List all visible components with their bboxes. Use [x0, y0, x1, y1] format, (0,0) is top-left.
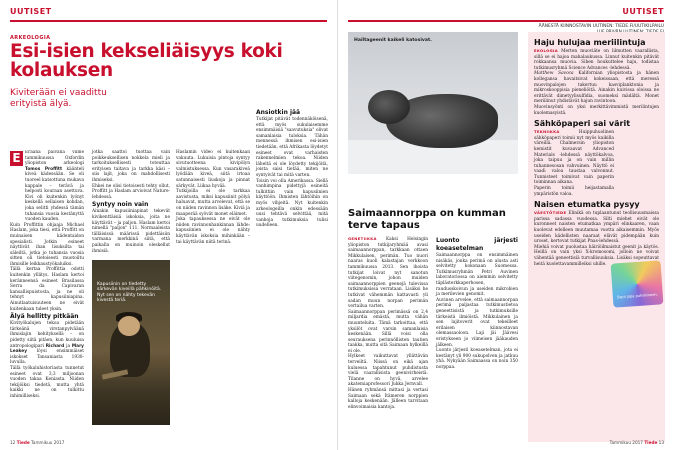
col4-text2: Toisin voi olla Amerikassa. Siellä vanhimpina pidettyjä esineitä tulkittiin vain kapusiinien käyttöön. Ihmisten lähtöihin on myös vihjeitä. Nyt kuitenkin arkeologeilla onkin edessään uusi tehtävä selvittää, mitä vanhoja tutkimuksia tulisi uudelleen. — [256, 178, 328, 229]
article-headline: Esi-isien kekseliäisyys koki kolauksen — [10, 41, 283, 81]
sidebar-tag-2: TEKNIIKKA — [534, 129, 560, 135]
col3-text2: Tutkijoilla ei ole tarkkaa aavistusta, miksi kapusiinit pölyä haluavat, mutta arvelevat, että se on niiden ravinnon lisäke. Kiviä ja maaperää syövät monet eläimet. — [176, 189, 250, 217]
story-col1: Kaksi Helsingin yliopiston tutkijaryhmää avasi saimaannorppan, tarkkaan ottaen Mikkulaisen, perimän. Tuo nuori naaras kuoli kalastajan verkkoon tammikuussa 2013. Sen ihoista tutkijat loivat nyt sanotun viitegenomin, johon muiden saimaannorppien geenejä tulevissa tutkimuksissa verrataan. Lisäksi he tutkivat vähemmän kattavasti yli sadan muun norpan perimän vertailua varten. — [348, 237, 428, 310]
top-rule — [10, 20, 327, 22]
col1-text3: Tällä kertaa Proffittia odotti kuitenkin yllätys. Haslam kertoi keränneensä esineet Brasilassa Serra da Capivaran kansallispuistosta, ja ne oli tehnyt kapusiiniapina. Ainutlaatuisuuteen ne eivät kuitenkaan tuleet yksin. — [10, 267, 84, 312]
right-page — [337, 0, 674, 450]
subhead-1: Älyä hellitty pitkään — [10, 313, 79, 321]
col1-text2: Kuin Proffittin ohjaaja Michael Haslam, joka tiesi, että Proffitt on muinaisen kädentaidon spesialisti. Jotkin esineet näyttivät ihan lisuksilta tai säleiltä, jotka jo tuhansia vuosia sitten oli tietoisesti muotoiltu ihmisille leikkaustyökaluiksi. — [10, 222, 84, 267]
col4-text: Tutkijat pitävät todennäköisenä, että myös sukulaisemme ensimmäisiä "saavutuksia" olivat samanlaisia tuloksia. Tähän mennessä ihmisen esi-isien tiedetään, että Afrikasta löydetyt esineet ovat varhaisten rakennelmien tekoa. Niiden läheltä ei ole löydetty tekijöitä, joista saisi tietää, miten ne syntyivät tai mitä varten. — [256, 117, 328, 178]
vote-link[interactable]: ÄÄNESTÄ KIINNOSTAVIN UUTINEN: TIEDE.FI/UUTIKILPAILU — [538, 24, 664, 29]
col1-text6: Tällä työkaluhistoriasta tunnetut esineet ovat 3,3 miljoonan vuoden takaa Keniasta. Niiden tekijöiksi tiedetä, mutta yhtä kaikki ne on tulkittu inhimilliseksi. — [10, 365, 84, 399]
story-tag: GENETIIKKA — [348, 236, 377, 241]
column-2 — [92, 150, 170, 254]
epaper-photo — [611, 260, 664, 307]
sidebar-text-3: Elinikä on tuplaantunut teollisuusmaissa parissa sadassa vuodessa. Silti miehet eivät ole kuronneet naisten etumatkaa ympäri elinkaaren, vaan kuolevat edelleen muutamaa vuotta aikaisemmin. Myös useiden kädellisten naaraat elävät pidempään kuin uroset, kertovat tutkijat Pnas-lehdessä. — [534, 211, 659, 245]
sidebar-text-1b: Kalifornian yliopistosta ja hänen kollegansa havaitsivat kokeissaan, että meressä muovinpalojen takertuu kasviplanktonia ja mikroskooppisia pieneliöitä. Ainakin kuivissa oloissa ne erittävät dimetyylisulfidia, suomeksi mädältä. Monet meriilinut yhdistävät hajun ravintoon. — [534, 71, 659, 105]
column-3 — [176, 150, 250, 245]
photo-caption: Kapusiinin on tiedetty särkevän kiveillä pähkinöitä. Nyt sen on nähty tekevän kivestä teriä. — [97, 282, 162, 304]
footer-brand: Tiede — [16, 440, 30, 445]
story-col1d: Hänen ryhmänsä mittasi ja vertasi Saimaan sekä Itämeren norppien kalloja keskenään. Jälleen tarvitaan elinvoimaisia kantoja. — [348, 388, 428, 410]
monkey-face-shape — [118, 316, 140, 336]
footer-issue: Tammikuu 2017 — [609, 440, 643, 445]
subhead-2: Syntyy noin vain — [92, 201, 149, 209]
sidebar-headline-3: Naisen etumatka pysyy — [534, 200, 640, 210]
column-4 — [256, 108, 328, 229]
col1-and: ja — [66, 343, 71, 349]
sidebar-text-3b: Miehiä voivat puolustaa häiriöilmaistut geenit ja käytös. Heillä on vain yksi X-kromosomi, jolloin ne voivat vähentää geneettisiä turvallisuuksia. Lisäksi sopeuttavat heitä kuolettavammilleiksi uhille. — [534, 244, 659, 267]
stone-tool-shape — [102, 369, 128, 379]
footer-brand: Tiede — [644, 440, 658, 445]
page-number: 12 — [10, 440, 16, 445]
story-subhead: Luonto järjesti koeasetelman — [436, 237, 518, 252]
subhead-3: Ansiotkin jää — [256, 109, 301, 116]
seal-photo — [348, 32, 518, 174]
section-label: UUTISET — [10, 7, 52, 16]
footer-issue: Tammikuu 2017 — [31, 440, 65, 445]
seal-caption: Hailtageenit kaikeli katosivat. — [354, 38, 432, 43]
top-rule — [348, 20, 664, 22]
col1-text4: Kivityökalujen tekoa pidetään tärkeänä virstanpylväänä ihmislajin kehityksellä – on pidetty siitä pitäen, kun kuuluisa antropologipari — [10, 321, 84, 349]
seal-head-shape — [368, 90, 410, 124]
page-footer — [610, 440, 664, 445]
sidebar-text-2b: Paperin toimii heijastamalla ympäristön valoa. — [534, 186, 614, 197]
col1-text5: löysi ensimmäiset iskokset Tansaniasta 1930-luvulla. — [10, 349, 84, 366]
sidebar-headline-1: Haju hulujaa meriilintuja — [534, 38, 646, 47]
article-lede: Kiviterään ei vaadittu erityistä älyä. — [10, 88, 107, 109]
capuchin-photo — [92, 260, 170, 425]
sidebar-text-1c: Muovinsyönti on yksi merkittävimmistä merilintujen kuolemasyistä. — [534, 104, 659, 116]
person-name-3: Mary Leakey — [10, 343, 84, 355]
col3-text3: Joka tapauksessa ne eivät ole niiden ravinnonhankinnan lähde: kapusiinien ei ole nähty käyttävän iskoksia mihinkään – tai käyttävän niitä terinä. — [176, 217, 250, 245]
news-sidebar — [528, 32, 665, 442]
col1-intro: Eräänä päivänä viime tammikuussa Oxfordin yliopiston arkeologi — [25, 150, 84, 167]
page-number: 13 — [658, 440, 664, 445]
story-column-2 — [436, 236, 518, 370]
sidebar-text-2: Huippuhuolinen sähköpaperi toimii nyt myös kaikilla väreillä. Chalmersin yliopiston kemistit kuvaavat Advanced Materials -lehdessä näyttökalvoa, joka taipuu ja on vain millin tuhannesosan vahvuinen. Näyttö ei vaadi valoa taustaa valvonnut. Tunnisteet toimivat vain paperin toiminnan aikana. — [534, 130, 614, 186]
story-col2c: Luonto järjesti koeasetelman, jota ei kestänyt yli 900 sukupolven ja jatkuu yhä. Nykyään Saimaassa on noin 350 norppaa. — [436, 348, 518, 370]
col1-text: käänteli kiveä kädessään. Se oli tuoreel katsottuna mukava kappale – terävä ja helposti kouraan asettuva. Kivi oli kuitenkin lyönyt keskellä sellaisen kohdan, joka selitti yhdessä tämän tuhansia vuosia kestänyttä vuoden kauden. — [25, 166, 84, 223]
section-label: UUTISET — [622, 7, 664, 16]
col2-text: jotka saattoi tuottaa vain poikkeuksellisen nokkela mieli ja tarkoituksellisesti toteuttaa erityisen taitava ja tarkka käsi – siis lajit, joka on mahdollisesti ihmiseksi. — [92, 150, 170, 183]
article-kicker: ARKEOLOGIA — [10, 35, 51, 41]
sidebar-text-1: Merten muoviäte on lilmutten vaarallista, sillä se ei hajoa mahalaukussa. Linnut kuitenkin pitävät rokkaansa muovia. Sihen houkuttelee haju, todistaa tutkimusryhmä Science Advances -lehdessä. — [534, 49, 659, 71]
story-col2b: Auvinen arvelee, että saimaannorpan perimä paljastaa tutkimustietoa geneettisistä ja tutkimuksille tärkeistä ilmiöistä. Mikkulainen ja sen lajitoverit ovat tekeilleet erilaisen kiinnostavan olemassaoloon. Laji jäi Jäävesi eristykseen jo viimeisen jääkauden jälkeen. — [436, 297, 518, 348]
sidebar-content — [534, 38, 659, 267]
column-1 — [10, 150, 84, 400]
sidebar-person: Matthew Savoca — [534, 71, 574, 77]
person-name-2: Richard — [45, 343, 65, 349]
story-headline: Saimaannorppa on kumman terve tapaus — [348, 208, 506, 231]
col3-text: Haslamin video ei kuitenkaan vakuuta. Lukuisia pintoja syntyy sivutuotteena kivipölyn valmistuksessa. Kun vasarakiveä lyödään kiveä, siitä irtoaa satunnaisesti liuskoja ja pinnat särkyvät. Liikaa hyvää. — [176, 150, 250, 189]
story-col2: Saimaannorppa on ensimmäinen nisäkäs, jonka perimä on alusta asti selvitetty kokonaan Suomessa. Tutkimusryhmän Petri Auvinen laboratoriossa on aiemmin selvitetty täplästerkkaperhosen, raudusskoivun ja useiden mikrobien ja merilevien genomit. — [436, 253, 518, 298]
person-name: Tomos Proffitt — [25, 166, 63, 172]
sidebar-tag-3: VÄESTÖTIEDE — [534, 210, 567, 216]
story-col1c: Hylkeet vaikuttavat yllättävän terveiltä. Niissä on eikä ajan kuluessa tapahtunut puhdistusta vielä vaarallisista geenivirheistä. Tilanne on hyvä, arvelee akatemiaprofessori Jukka Jernvall. — [348, 354, 428, 388]
col2-text2: Ehkei ne olisi tietoisesti tehty ollut, Proffitt ja Haslam arvioivat Nature-lehdessä. — [92, 183, 170, 200]
sidebar-tag-1: EKOLOGIA — [534, 48, 558, 53]
sidebar-headline-2: Sähköpaperi sai värit — [534, 119, 631, 129]
dropcap: E — [10, 151, 23, 166]
story-column-1 — [348, 236, 428, 410]
story-col1b: Saimaannorppan perimässä on 2,4 miljardia emästä, mutta vähän muunteluita. Tämä tarkoittaa, että yksilöt ovat varsin samanlaisia keskenään. Sillä voisi olla seurauksena perinnöllisten tautien taakka, mutta sitä Saimaan hylkeillä ei ole. — [348, 309, 428, 354]
col2-text3: Ainakin kapusiiniapinat tekevät kivikenttäisiä iskoksia, joita ne käyttävät – ja paljon. Haslam kertoi nimellä "paljon" 111. Normaaleista tälläisissä määrissä pidettäisiin varmana merkkinä siitä, että paikalla on muinoin oleskellut ihmisiä. — [92, 209, 170, 254]
epaper-caption: Sopii jopa puhelimeen. — [616, 292, 659, 300]
page-footer — [10, 440, 64, 445]
